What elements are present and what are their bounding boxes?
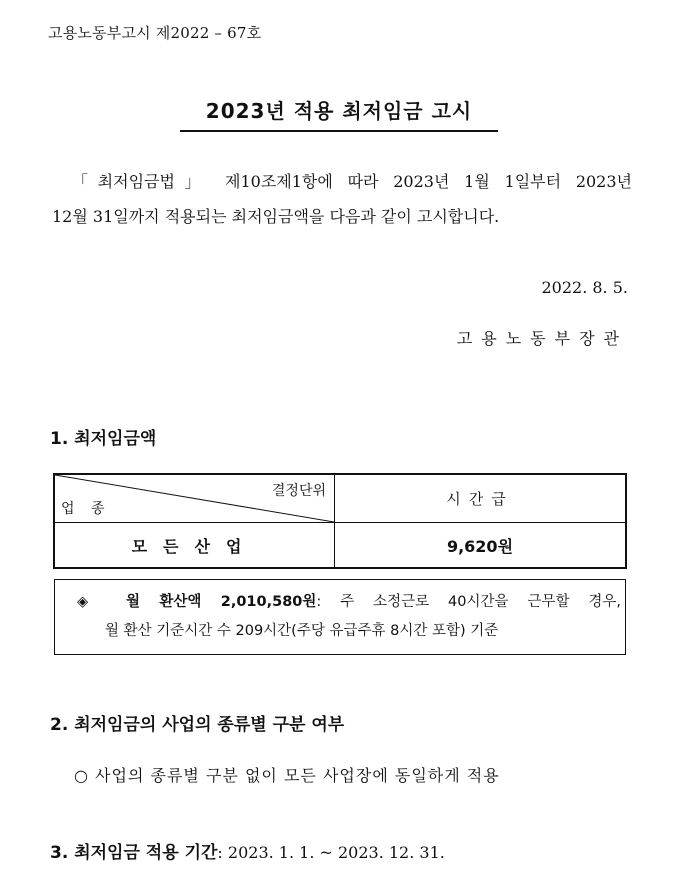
diamond-bullet-icon: ◈ bbox=[77, 594, 89, 610]
hourly-wage-cell: 9,620원 bbox=[335, 523, 627, 569]
section-3 bbox=[50, 838, 445, 863]
intro-line-2: 12월 31일까지 적용되는 최저임금액을 다음과 같이 고시합니다. bbox=[52, 207, 500, 226]
note-text-1: : 주 소정근로 40시간을 근무할 경우, bbox=[316, 594, 621, 610]
issuer-name: 고용노동부장관 bbox=[456, 329, 628, 348]
note-line-2: 월 환산 기준시간 수 209시간(주당 유급주휴 8시간 포함) 기준 bbox=[105, 623, 499, 639]
industry-cell: 모든산업 bbox=[54, 523, 335, 569]
minimum-wage-table bbox=[53, 473, 627, 569]
intro-line-1: 「최저임금법」 제10조제1항에 따라 2023년 1월 1일부터 2023년 bbox=[72, 172, 632, 191]
header-hourly-wage: 시간급 bbox=[335, 474, 627, 523]
section-2-item: ○ 사업의 종류별 구분 없이 모든 사업장에 동일하게 적용 bbox=[74, 766, 500, 785]
section-3-period: : 2023. 1. 1. ~ 2023. 12. 31. bbox=[217, 843, 445, 862]
section-1-title: 1. 최저임금액 bbox=[50, 429, 157, 449]
table-row bbox=[54, 523, 626, 569]
note-line-1 bbox=[77, 588, 621, 617]
intro-paragraph bbox=[52, 164, 632, 234]
note-label: 월 환산액 2,010,580원 bbox=[126, 594, 317, 610]
table-header-row bbox=[54, 474, 626, 523]
monthly-conversion-note bbox=[54, 579, 626, 655]
section-3-title: 3. 최저임금 적용 기간 bbox=[50, 843, 218, 863]
document-title: 2023년 적용 최저임금 고시 bbox=[180, 95, 498, 132]
header-industry-label: 업 종 bbox=[61, 501, 111, 517]
issue-date: 2022. 8. 5. bbox=[541, 278, 628, 297]
notice-number: 고용노동부고시 제2022 – 67호 bbox=[48, 24, 262, 42]
header-unit-label: 결정단위 bbox=[271, 483, 326, 499]
diagonal-header-cell bbox=[54, 474, 335, 523]
section-2-title: 2. 최저임금의 사업의 종류별 구분 여부 bbox=[50, 715, 345, 735]
